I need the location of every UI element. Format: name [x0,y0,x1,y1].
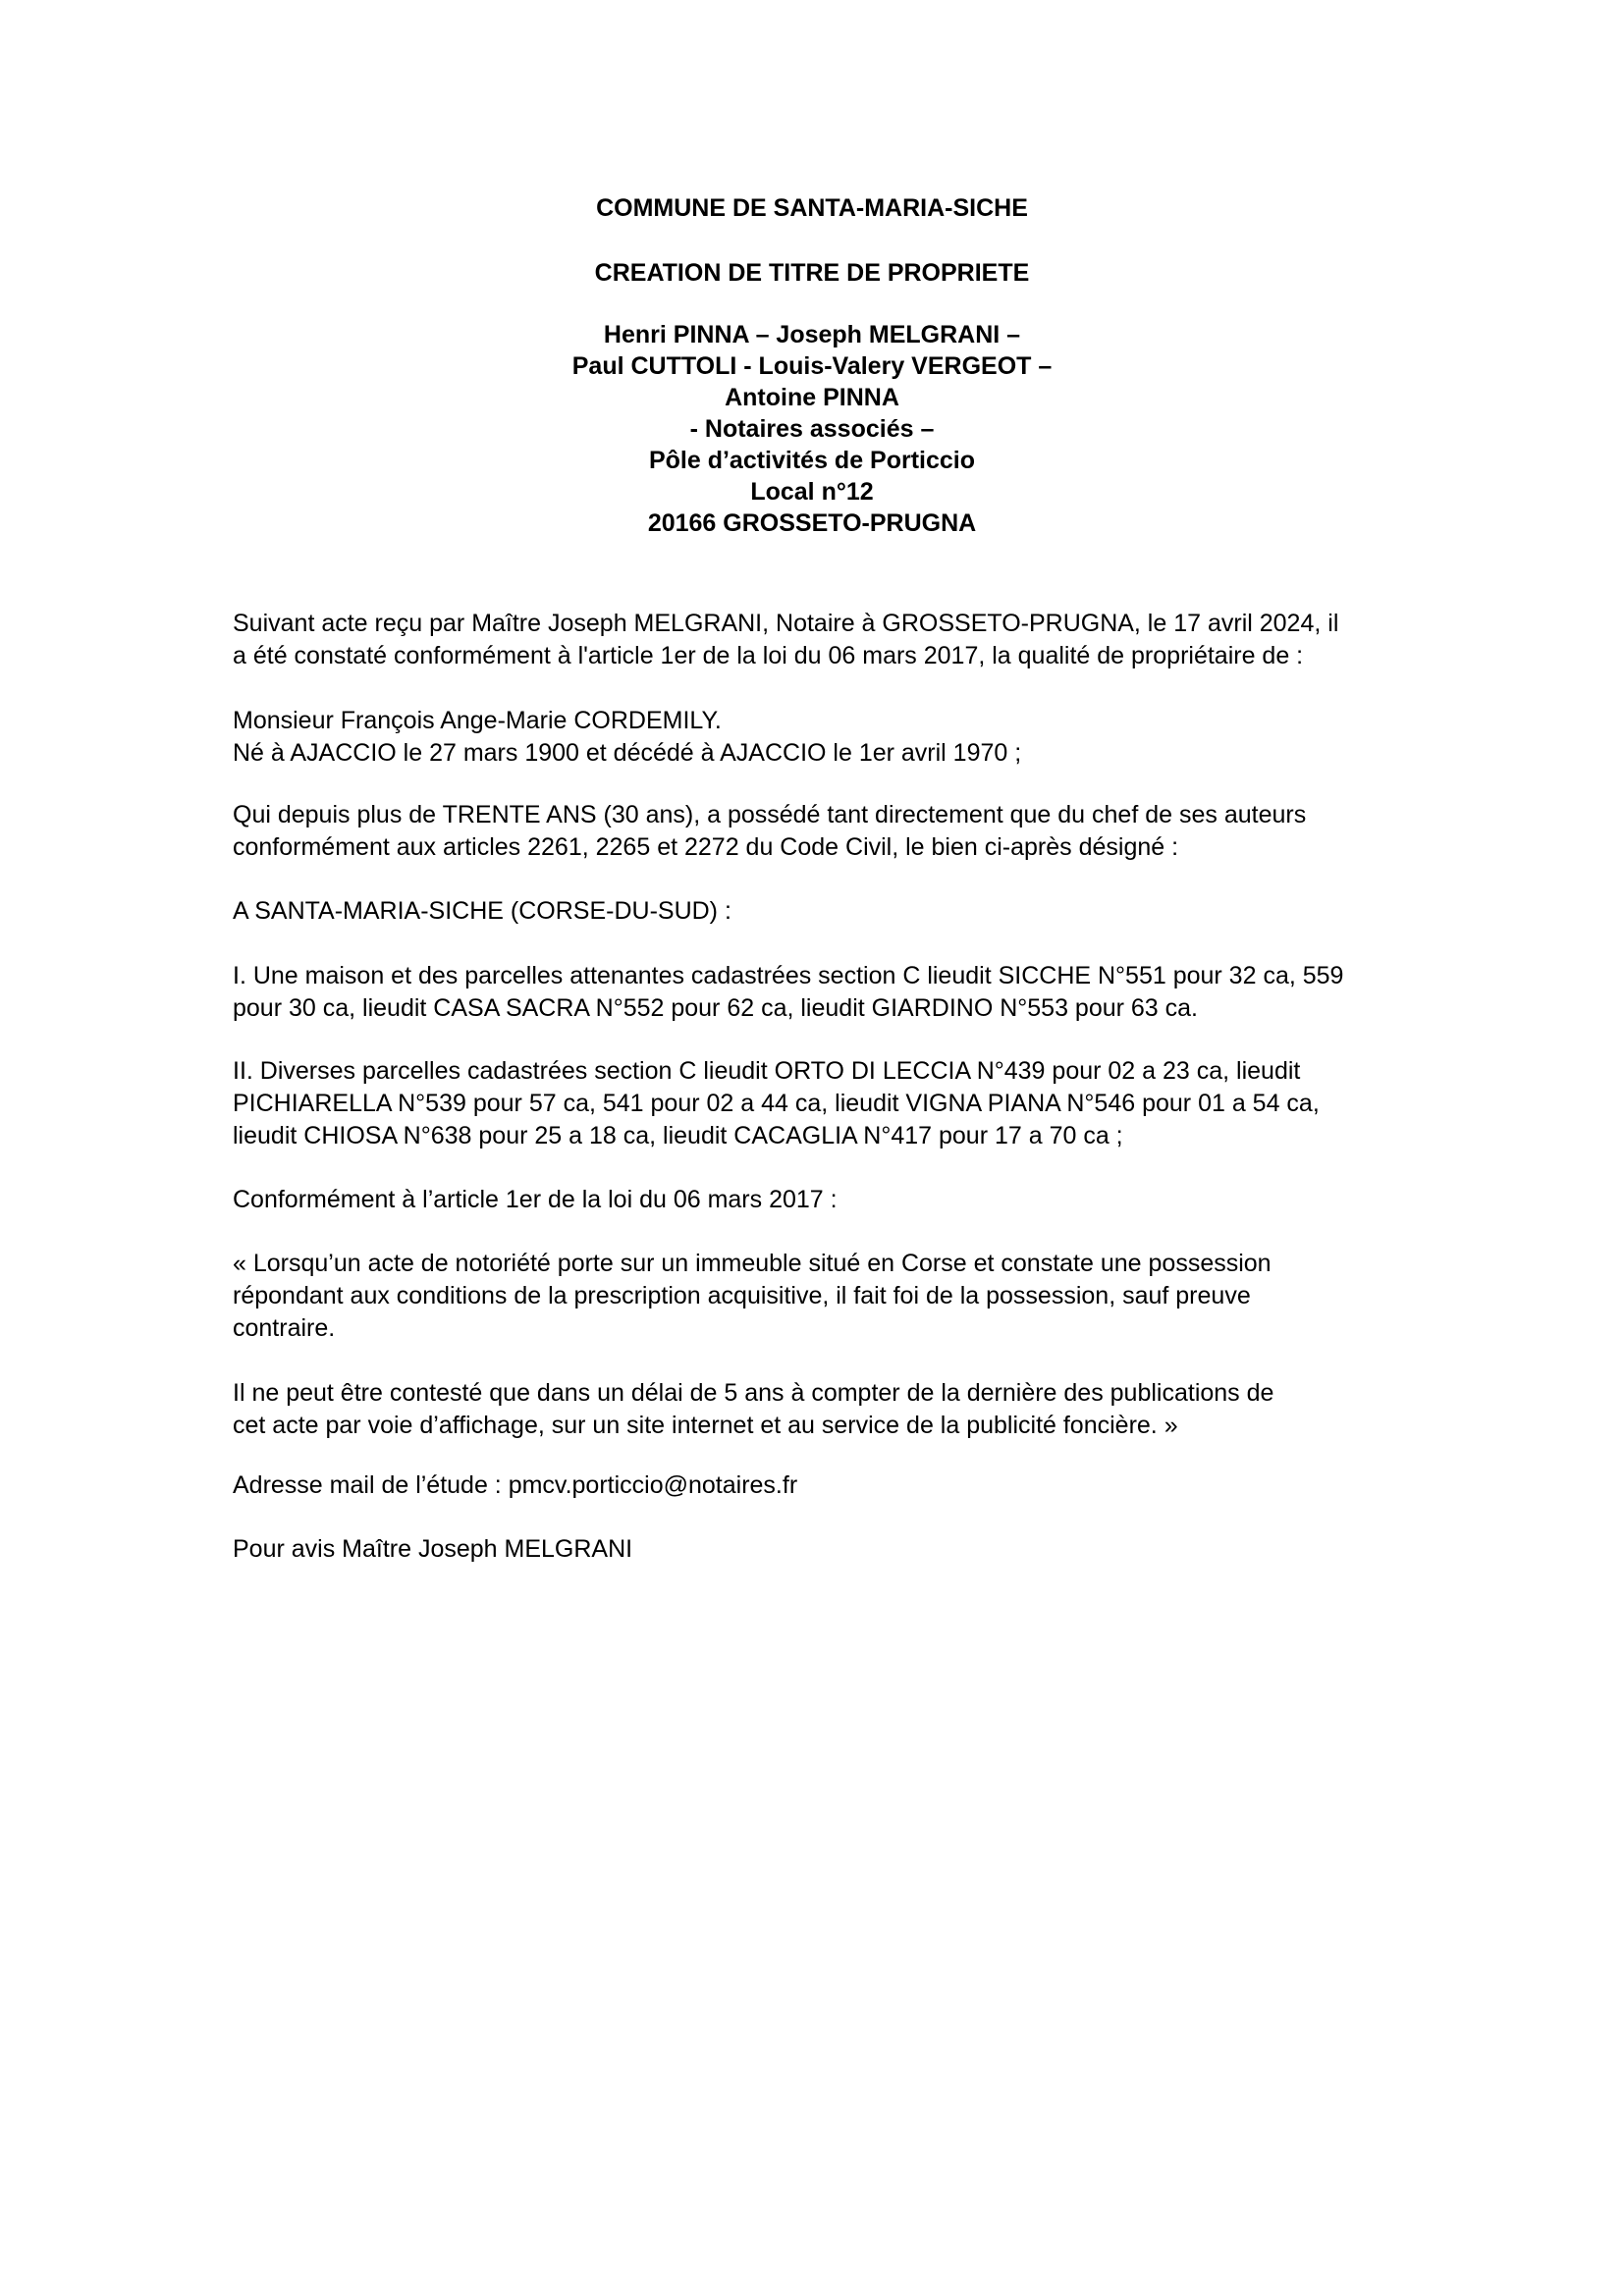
commune-heading [0,192,1624,224]
office-line: 20166 GROSSETO-PRUGNA [647,509,977,537]
office-line: Henri PINNA – Joseph MELGRANI – [603,321,1021,348]
document-title: CREATION DE TITRE DE PROPRIETE [594,259,1030,287]
office-email: Adresse mail de l’étude : pmcv.porticcio@notaires.fr [233,1471,798,1499]
signature-paragraph [233,1533,1411,1566]
paragraph-line: conformément aux articles 2261, 2265 et 2272 du Code Civil, le bien ci-après désigné : [233,833,1179,861]
paragraph-line: Monsieur François Ange-Marie CORDEMILY. [233,707,722,734]
paragraph-line: PICHIARELLA N°539 pour 57 ca, 541 pour 02 a 44 ca, lieudit VIGNA PIANA N°546 pour 01 a 54 ca, [233,1090,1320,1117]
paragraph-line: lieudit CHIOSA N°638 pour 25 a 18 ca, lieudit CACAGLIA N°417 pour 17 a 70 ca ; [233,1122,1123,1149]
paragraph-line: cet acte par voie d’affichage, sur un site internet et au service de la publicité foncière. » [233,1412,1178,1439]
paragraph-line: contraire. [233,1314,336,1342]
person-paragraph [233,705,1411,770]
office-line: Antoine PINNA [725,384,899,411]
paragraph-line: a été constaté conformément à l'article 1er de la loi du 06 mars 2017, la qualité de propriétaire de : [233,642,1304,669]
email-paragraph [233,1469,1411,1502]
office-line: Local n°12 [750,478,874,506]
item-two-paragraph [233,1055,1411,1152]
paragraph-line: répondant aux conditions de la prescription acquisitive, il fait foi de la possession, sauf preuve [233,1282,1251,1309]
commune-title: COMMUNE DE SANTA-MARIA-SICHE [596,194,1028,222]
signature-line: Pour avis Maître Joseph MELGRANI [233,1535,633,1563]
paragraph-line: « Lorsqu’un acte de notoriété porte sur un immeuble situé en Corse et constate une possession [233,1250,1272,1277]
possession-paragraph [233,799,1411,864]
paragraph-line: II. Diverses parcelles cadastrées section C lieudit ORTO DI LECCIA N°439 pour 02 a 23 ca, lieudit [233,1057,1301,1085]
paragraph-line: Qui depuis plus de TRENTE ANS (30 ans), a possédé tant directement que du chef de ses auteurs [233,801,1307,828]
quote-one-paragraph [233,1248,1411,1345]
paragraph-line: A SANTA-MARIA-SICHE (CORSE-DU-SUD) : [233,897,731,925]
item-one-paragraph [233,960,1411,1025]
intro-paragraph [233,608,1411,672]
office-line: - Notaires associés – [689,415,935,443]
quote-two-paragraph [233,1377,1411,1442]
document-title-block [0,257,1624,289]
law-reference-paragraph [233,1184,1411,1216]
paragraph-line: Conformément à l’article 1er de la loi du 06 mars 2017 : [233,1186,838,1213]
paragraph-line: pour 30 ca, lieudit CASA SACRA N°552 pour 62 ca, lieudit GIARDINO N°553 pour 63 ca. [233,994,1199,1022]
notary-office-block [0,319,1624,539]
paragraph-line: Né à AJACCIO le 27 mars 1900 et décédé à AJACCIO le 1er avril 1970 ; [233,739,1022,767]
office-line: Pôle d’activités de Porticcio [648,447,976,474]
paragraph-line: Suivant acte reçu par Maître Joseph MELGRANI, Notaire à GROSSETO-PRUGNA, le 17 avril 2024, il [233,610,1339,637]
location-paragraph [233,895,1411,928]
paragraph-line: I. Une maison et des parcelles attenantes cadastrées section C lieudit SICCHE N°551 pour 32 ca, 559 [233,962,1344,989]
paragraph-line: Il ne peut être contesté que dans un délai de 5 ans à compter de la dernière des publications de [233,1379,1274,1407]
office-line: Paul CUTTOLI - Louis-Valery VERGEOT – [571,352,1053,380]
